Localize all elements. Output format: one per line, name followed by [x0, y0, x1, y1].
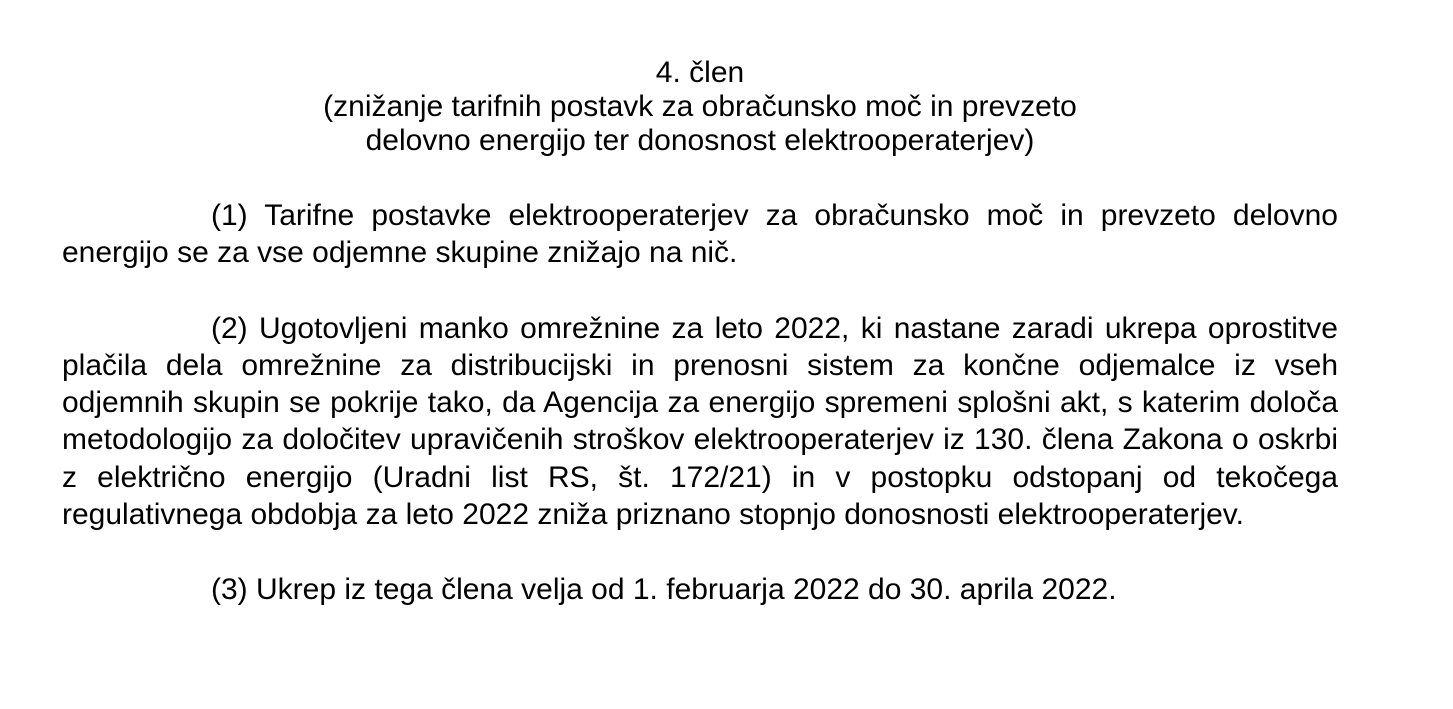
- document-page: [62, 56, 1338, 609]
- article-subtitle-line-1: (znižanje tarifnih postavk za obračunsko moč in prevzeto: [323, 90, 1077, 123]
- paragraph-3: (3) Ukrep iz tega člena velja od 1. februarja 2022 do 30. aprila 2022.: [211, 573, 1117, 607]
- article-number: 4. člen: [655, 56, 745, 89]
- paragraph-2: (2) Ugotovljeni manko omrežnine za leto 2022, ki nastane zaradi ukrepa oprostitve plačila dela omrežnine za distribucijski in prenosni sistem za končne odjemalce iz vseh odjemnih skupin se pokrije tako, da Agencija za energijo spremeni splošni akt, s katerim določa metodologijo za določitev upravičenih stroškov elektrooperaterjev iz 130. člena Zakona o oskrbi z električno energijo (Uradni list RS, št. 172/21) in v postopku odstopanj od tekočega regulativnega obdobja za leto 2022 zniža priznano stopnjo donosnosti elektrooperaterjev.: [62, 311, 1338, 532]
- article-heading: [62, 56, 1338, 158]
- paragraph-1: (1) Tarifne postavke elektrooperaterjev za obračunsko moč in prevzeto delovno energijo se za vse odjemne skupine znižajo na nič.: [62, 199, 1338, 270]
- article-subtitle-line-2: delovno energijo ter donosnost elektrooperaterjev): [365, 124, 1035, 157]
